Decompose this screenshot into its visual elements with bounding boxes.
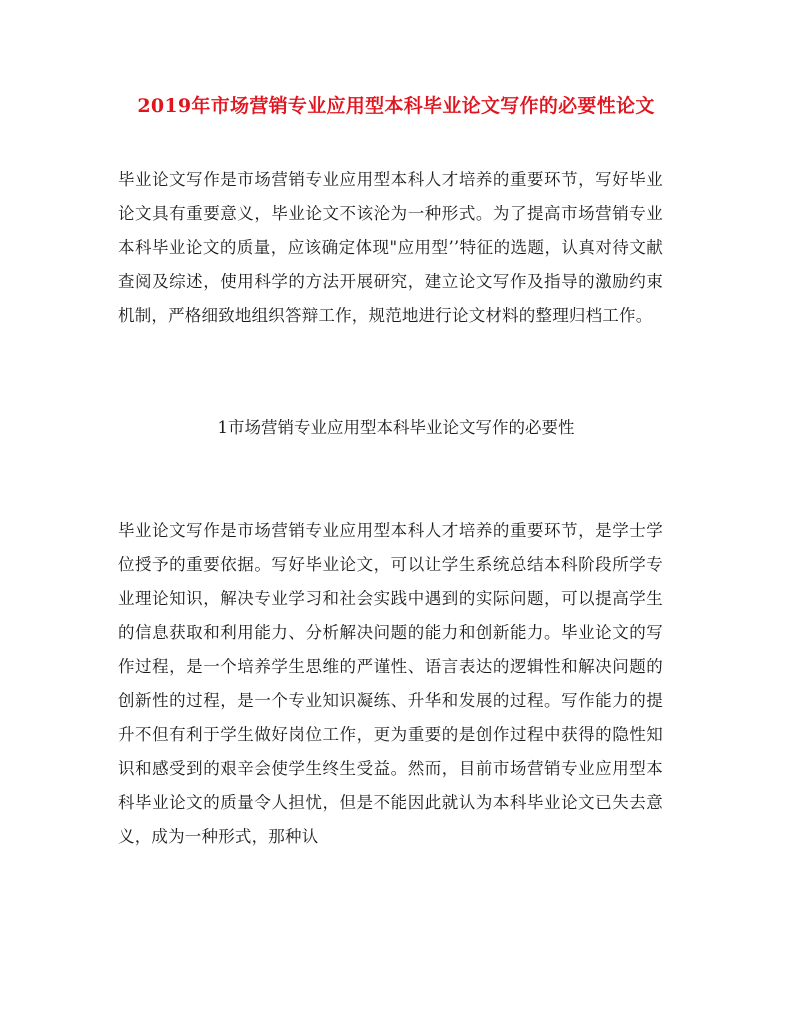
- document-title: 2019年市场营销专业应用型本科毕业论文写作的必要性论文: [137, 95, 655, 117]
- intro-paragraph: 毕业论文写作是市场营销专业应用型本科人才培养的重要环节，写好毕业论文具有重要意义，毕业论文不该沦为一种形式。为了提高市场营销专业本科毕业论文的质量，应该确定体现"应用型’’特征的选题，认真对待文献查阅及综述，使用科学的方法开展研究，建立论文写作及指导的激励约束机制，严格细致地组织答辩工作，规范地进行论文材料的整理归档工作。: [118, 170, 663, 325]
- section-heading: 1市场营销专业应用型本科毕业论文写作的必要性: [217, 418, 575, 437]
- body-paragraph: 毕业论文写作是市场营销专业应用型本科人才培养的重要环节，是学士学位授予的重要依据。写好毕业论文，可以让学生系统总结本科阶段所学专业理论知识，解决专业学习和社会实践中遇到的实际问题，可以提高学生的信息获取和利用能力、分析解决问题的能力和创新能力。毕业论文的写作过程，是一个培养学生思维的严谨性、语言表达的逻辑性和解决问题的创新性的过程，是一个专业知识凝练、升华和发展的过程。写作能力的提升不但有利于学生做好岗位工作，更为重要的是创作过程中获得的隐性知识和感受到的艰辛会使学生终生受益。然而，目前市场营销专业应用型本科毕业论文的质量令人担忧，但是不能因此就认为本科毕业论文已失去意义，成为一种形式，那种认: [118, 521, 663, 846]
